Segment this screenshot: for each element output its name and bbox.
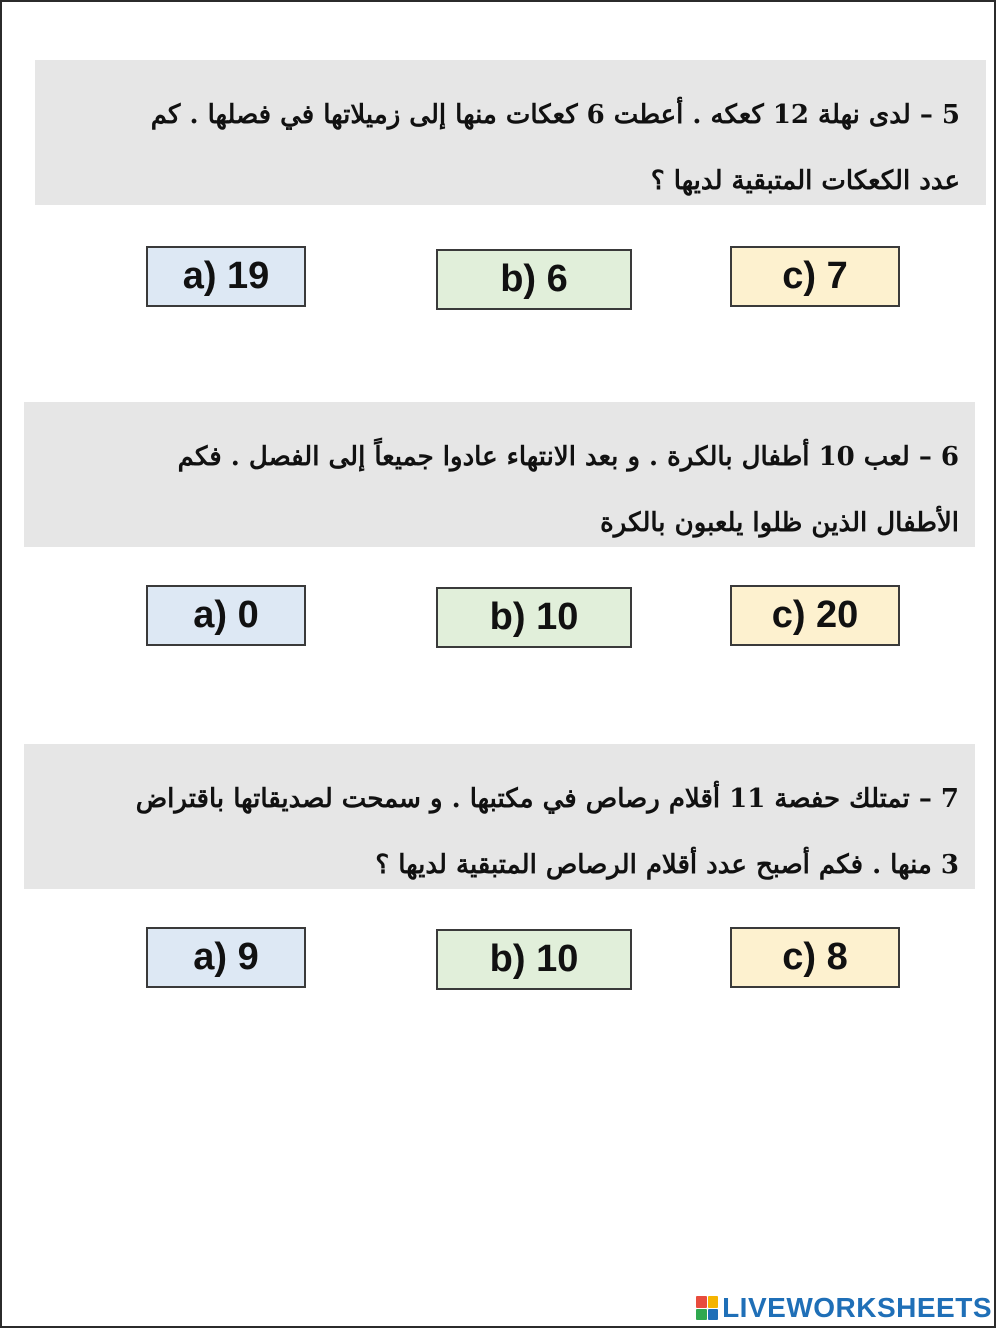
question-5-line-1: 5 – لدى نهلة 12 كعكه . أعطت 6 كعكات منها إلى زميلاتها في فصلها . كم — [150, 100, 960, 130]
liveworksheets-logo[interactable] — [696, 1290, 992, 1326]
question-5-line-2: عدد الكعكات المتبقية لديها ؟ — [650, 166, 960, 196]
question-7-box — [24, 744, 975, 889]
liveworksheets-logo-icon — [696, 1296, 718, 1320]
logo-text: LIVEWORKSHEETS — [722, 1292, 992, 1323]
question-7-line-1: 7 – تمتلك حفصة 11 أقلام رصاص في مكتبها . و سمحت لصديقاتها باقتراض — [135, 784, 959, 814]
question-5-option-c[interactable]: c) 7 — [730, 246, 900, 307]
question-6-line-2: الأطفال الذين ظلوا يلعبون بالكرة — [600, 508, 959, 538]
question-5-option-a[interactable]: a) 19 — [146, 246, 306, 307]
question-6-option-c[interactable]: c) 20 — [730, 585, 900, 646]
question-6-line-1: 6 – لعب 10 أطفال بالكرة . و بعد الانتهاء عادوا جميعاً إلى الفصل . فكم — [177, 442, 959, 472]
question-7-option-a[interactable]: a) 9 — [146, 927, 306, 988]
question-6-option-b[interactable]: b) 10 — [436, 587, 632, 648]
question-7-line-2: 3 منها . فكم أصبح عدد أقلام الرصاص المتبقية لديها ؟ — [375, 850, 959, 880]
question-7-option-b[interactable]: b) 10 — [436, 929, 632, 990]
question-6-box — [24, 402, 975, 547]
question-7-option-c[interactable]: c) 8 — [730, 927, 900, 988]
question-5-box — [35, 60, 986, 205]
question-6-option-a[interactable]: a) 0 — [146, 585, 306, 646]
question-5-option-b[interactable]: b) 6 — [436, 249, 632, 310]
